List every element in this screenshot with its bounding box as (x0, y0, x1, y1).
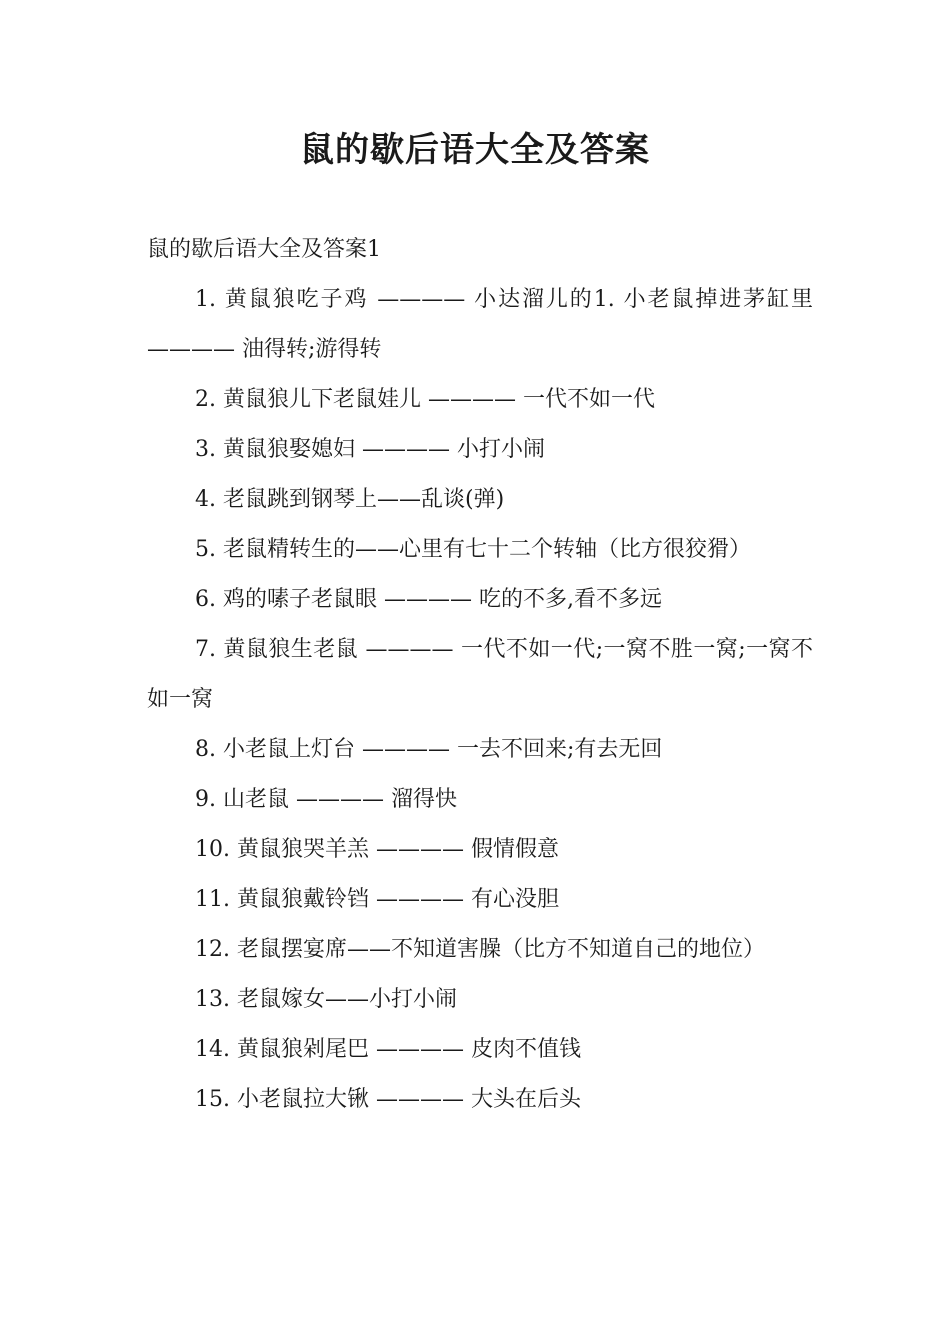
list-item: 5. 老鼠精转生的——心里有七十二个转轴（比方很狡猾） (195, 537, 751, 562)
list-item: 14. 黄鼠狼剁尾巴 ———— 皮肉不值钱 (195, 1037, 581, 1062)
list-item: 2. 黄鼠狼儿下老鼠娃儿 ———— 一代不如一代 (195, 387, 655, 412)
page-title: 鼠的歇后语大全及答案 (300, 130, 650, 170)
list-item: 7. 黄鼠狼生老鼠 ———— 一代不如一代;一窝不胜一窝;一窝不如一窝 (147, 637, 813, 712)
list-item: 4. 老鼠跳到钢琴上——乱谈(弹) (195, 487, 505, 512)
list-item: 1. 黄鼠狼吃子鸡 ———— 小达溜儿的1. 小老鼠掉进茅缸里 ———— 油得转;游得转 (147, 287, 813, 362)
document-body (147, 225, 813, 1125)
list-item: 10. 黄鼠狼哭羊羔 ———— 假情假意 (195, 837, 559, 862)
list-item: 12. 老鼠摆宴席——不知道害臊（比方不知道自己的地位） (195, 937, 765, 962)
list-item: 9. 山老鼠 ———— 溜得快 (195, 787, 457, 812)
list-item: 13. 老鼠嫁女——小打小闹 (195, 987, 457, 1012)
list-item: 15. 小老鼠拉大锹 ———— 大头在后头 (195, 1087, 581, 1112)
list-item: 8. 小老鼠上灯台 ———— 一去不回来;有去无回 (195, 737, 663, 762)
list-item: 11. 黄鼠狼戴铃铛 ———— 有心没胆 (195, 887, 559, 912)
list-item: 6. 鸡的嗉子老鼠眼 ———— 吃的不多,看不多远 (195, 587, 662, 612)
section-heading: 鼠的歇后语大全及答案1 (147, 237, 381, 262)
list-item: 3. 黄鼠狼娶媳妇 ———— 小打小闹 (195, 437, 545, 462)
